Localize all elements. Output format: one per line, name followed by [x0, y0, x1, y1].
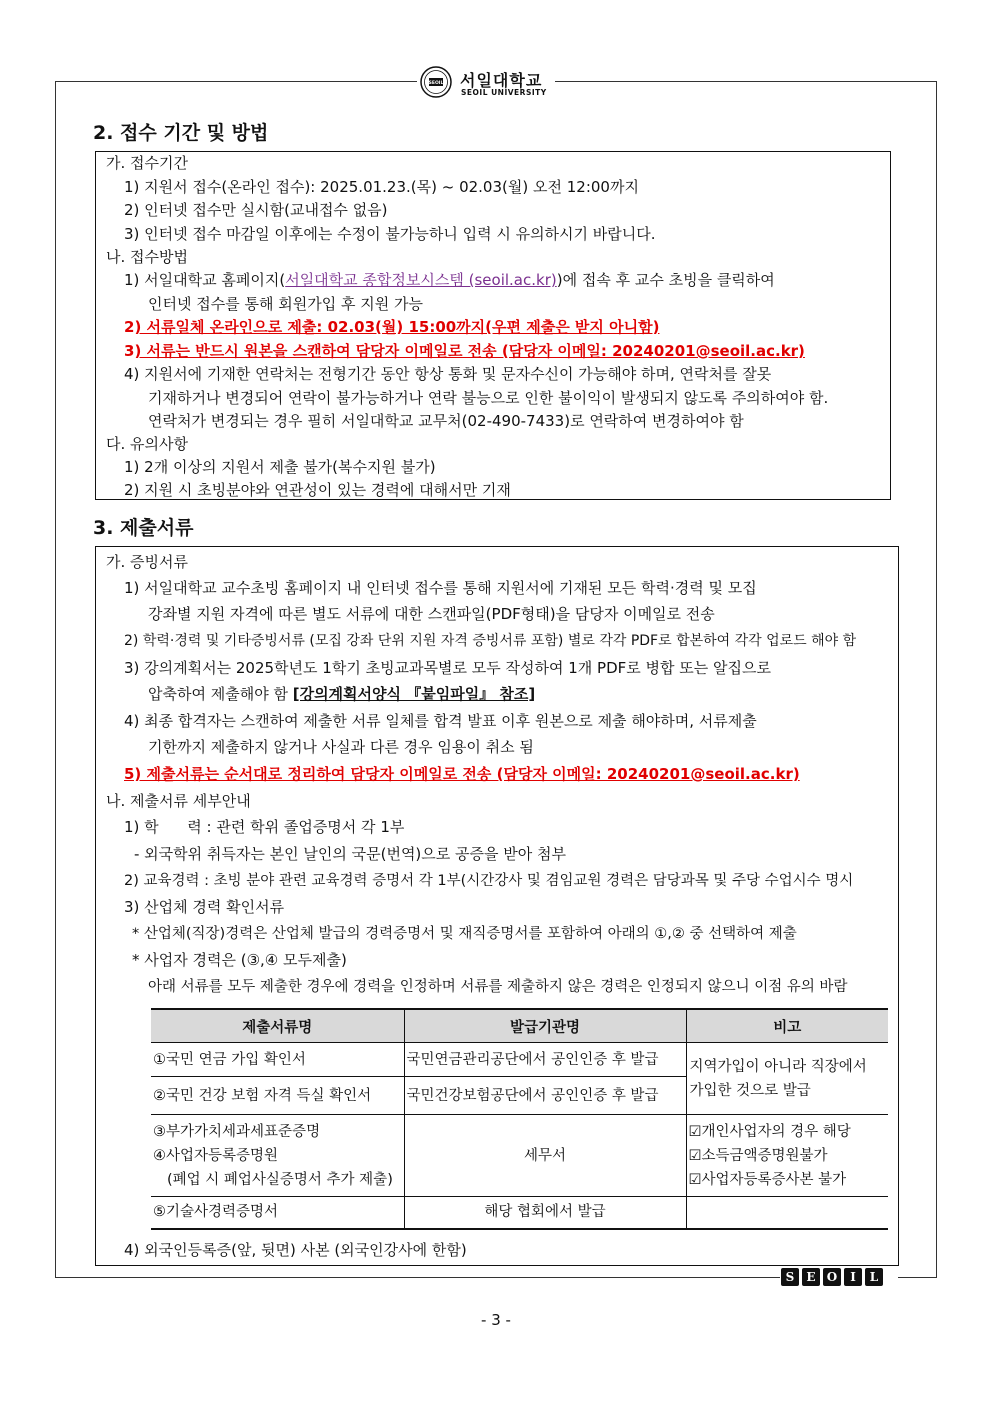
doc-name-note: (폐업 시 폐업사실증명서 추가 제출)	[167, 1171, 393, 1188]
table-header: 비고	[686, 1009, 888, 1043]
doc-name: ④사업자등록증명원	[153, 1147, 279, 1164]
text: 1) 서일대학교 홈페이지(	[124, 271, 286, 289]
frame-line	[898, 1277, 936, 1278]
list-item	[124, 270, 775, 290]
list-item: 2) 인터넷 접수만 실시함(교내접수 없음)	[124, 201, 388, 219]
important-text: ) 서류는 반드시 원본을 스캔하여 담당자 이메일로 전송 (담당자 이메일: 20240201@seoil.ac.kr)	[134, 342, 805, 360]
list-item-important	[124, 317, 659, 337]
text: )에 접속 후 교수 초빙을 클릭하여	[556, 271, 775, 289]
doc-name: ⑤기술사경력증명서	[151, 1197, 404, 1229]
sub-heading: 가. 증빙서류	[106, 553, 188, 571]
badge-letter: O	[823, 1268, 841, 1286]
badge-letter: I	[844, 1268, 862, 1286]
badge-letter: S	[781, 1268, 799, 1286]
list-item-continued: 기한까지 제출하지 않거나 사실과 다른 경우 임용이 취소 됨	[148, 738, 534, 756]
list-item: 4) 최종 합격자는 스캔하여 제출한 서류 일체를 합격 발표 이후 원본으로 제출 해야하며, 서류제출	[124, 712, 757, 730]
note-line: 가입한 것으로 발급	[689, 1082, 811, 1099]
table-header: 발급기관명	[404, 1009, 686, 1043]
logo-korean-name: 서일대학교	[460, 71, 543, 90]
issuing-org: 세무서	[404, 1115, 686, 1197]
list-item: 3) 인터넷 접수 마감일 이후에는 수정이 불가능하니 입력 시 유의하시기 바랍니다.	[124, 225, 656, 243]
item-number: 2	[124, 318, 135, 336]
sub-heading: 가. 접수기간	[106, 154, 188, 172]
frame-line	[555, 81, 937, 82]
table-header-row	[151, 1009, 888, 1043]
note-cell	[686, 1197, 888, 1229]
list-item-continued: 강좌별 지원 자격에 따른 별도 서류에 대한 스캔파일(PDF형태)을 담당자 이메일로 전송	[148, 605, 715, 623]
section-2-title: 2. 접수 기간 및 방법	[93, 122, 269, 144]
university-logo	[420, 66, 554, 100]
portal-link[interactable]: 서일대학교 종합정보시스템 (seoil.ac.kr)	[285, 271, 557, 289]
note-line: ☑사업자등록증사본 불가	[688, 1171, 847, 1188]
table-header: 제출서류명	[151, 1009, 404, 1043]
list-item-important: 5) 제출서류는 순서대로 정리하여 담당자 이메일로 전송 (담당자 이메일: 20240201@seoil.ac.kr)	[124, 765, 800, 783]
list-note: * 사업자 경력은 (③,④ 모두제출)	[132, 951, 347, 969]
list-item: 2) 학력·경력 및 기타증빙서류 (모집 강좌 단위 지원 자격 증빙서류 포함) 별로 각각 PDF로 합본하여 각각 업로드 해야 함	[124, 633, 857, 649]
issuing-org: 국민건강보험공단에서 공인인증 후 발급	[404, 1077, 686, 1115]
doc-name-cell	[151, 1115, 404, 1197]
sub-heading: 나. 제출서류 세부안내	[106, 792, 251, 810]
badge-letter: L	[865, 1268, 883, 1286]
seoil-badge	[781, 1268, 883, 1286]
note-line: ☑소득금액증명원불가	[688, 1147, 828, 1164]
note-line: ☑개인사업자의 경우 해당	[688, 1123, 851, 1140]
note-line: 지역가입이 아니라 직장에서	[689, 1058, 867, 1075]
list-item: 4) 지원서에 기재한 연락처는 전형기간 동안 항상 통화 및 문자수신이 가능해야 하며, 연락처를 잘못	[124, 365, 772, 383]
list-item: 4) 외국인등록증(앞, 뒷면) 사본 (외국인강사에 한함)	[124, 1241, 467, 1259]
sub-heading: 다. 유의사항	[106, 435, 188, 453]
list-item: 1) 2개 이상의 지원서 제출 불가(복수지원 불가)	[124, 458, 436, 476]
list-item: 2) 교육경력 : 초빙 분야 관련 교육경력 증명서 각 1부(시간강사 및 겸임교원 경력은 담당과목 및 주당 수업시수 명시	[124, 873, 854, 889]
badge-letter: E	[802, 1268, 820, 1286]
list-item-continued: 인터넷 접수를 통해 회원가입 후 지원 가능	[148, 295, 423, 313]
note-cell	[686, 1115, 888, 1197]
doc-name: ③부가가치세과세표준증명	[153, 1123, 321, 1140]
page-number: - 3 -	[481, 1311, 511, 1329]
list-note: * 산업체(직장)경력은 산업체 발급의 경력증명서 및 재직증명서를 포함하여 아래의 ①,② 중 선택하여 제출	[132, 926, 797, 942]
attachment-reference: [강의계획서양식 『붙임파일』 참조]	[292, 685, 536, 703]
frame-line	[55, 81, 56, 1278]
table-row	[151, 1197, 888, 1229]
list-item-continued	[148, 684, 535, 704]
list-item: 1) 서일대학교 교수초빙 홈페이지 내 인터넷 접수를 통해 지원서에 기재된 모든 학력·경력 및 모집	[124, 579, 757, 597]
seal-text: SEOIL	[428, 81, 444, 87]
table-row	[151, 1115, 888, 1197]
university-seal-icon	[420, 66, 452, 98]
section-3-title: 3. 제출서류	[93, 517, 194, 539]
frame-line	[55, 1277, 780, 1278]
issuing-org: 국민연금관리공단에서 공인인증 후 발급	[404, 1043, 686, 1077]
text: 압축하여 제출해야 함	[148, 685, 293, 703]
frame-line	[936, 81, 937, 1278]
list-item: 3) 강의계획서는 2025학년도 1학기 초빙교과목별로 모두 작성하여 1개 PDF로 병합 또는 알집으로	[124, 659, 771, 677]
list-item: 2) 지원 시 초빙분야와 연관성이 있는 경력에 대해서만 기재	[124, 481, 511, 499]
sub-heading: 나. 접수방법	[106, 248, 188, 266]
list-item-important	[124, 341, 805, 361]
list-item-continued: 연락처가 변경되는 경우 필히 서일대학교 교무처(02-490-7433)로 연락하여 변경하여야 함	[148, 412, 744, 430]
table-row	[151, 1043, 888, 1077]
list-item: 1) 학 력 : 관련 학위 졸업증명서 각 1부	[124, 818, 405, 836]
list-note: 아래 서류를 모두 제출한 경우에 경력을 인정하며 서류를 제출하지 않은 경력은 인정되지 않으니 이점 유의 바람	[148, 979, 848, 995]
list-item-continued: 기재하거나 변경되어 연락이 불가능하거나 연락 불능으로 인한 불이익이 발생되지 않도록 주의하여야 함.	[148, 389, 829, 407]
list-item: 1) 지원서 접수(온라인 접수): 2025.01.23.(목) ~ 02.03(월) 오전 12:00까지	[124, 178, 639, 196]
doc-name: ②국민 건강 보험 자격 득실 확인서	[151, 1077, 404, 1115]
frame-line	[55, 81, 417, 82]
required-documents-table	[151, 1008, 888, 1230]
item-number: 3	[124, 342, 135, 360]
important-text: ) 서류일체 온라인으로 제출: 02.03(월) 15:00까지(우편 제출은 받지 아니함)	[134, 318, 660, 336]
list-item: 3) 산업체 경력 확인서류	[124, 898, 285, 916]
list-note: - 외국학위 취득자는 본인 날인의 국문(번역)으로 공증을 받아 첨부	[134, 845, 567, 863]
note-cell	[686, 1043, 888, 1115]
issuing-org: 해당 협회에서 발급	[404, 1197, 686, 1229]
logo-english-name: SEOIL UNIVERSITY	[461, 88, 547, 97]
doc-name: ①국민 연금 가입 확인서	[151, 1043, 404, 1077]
